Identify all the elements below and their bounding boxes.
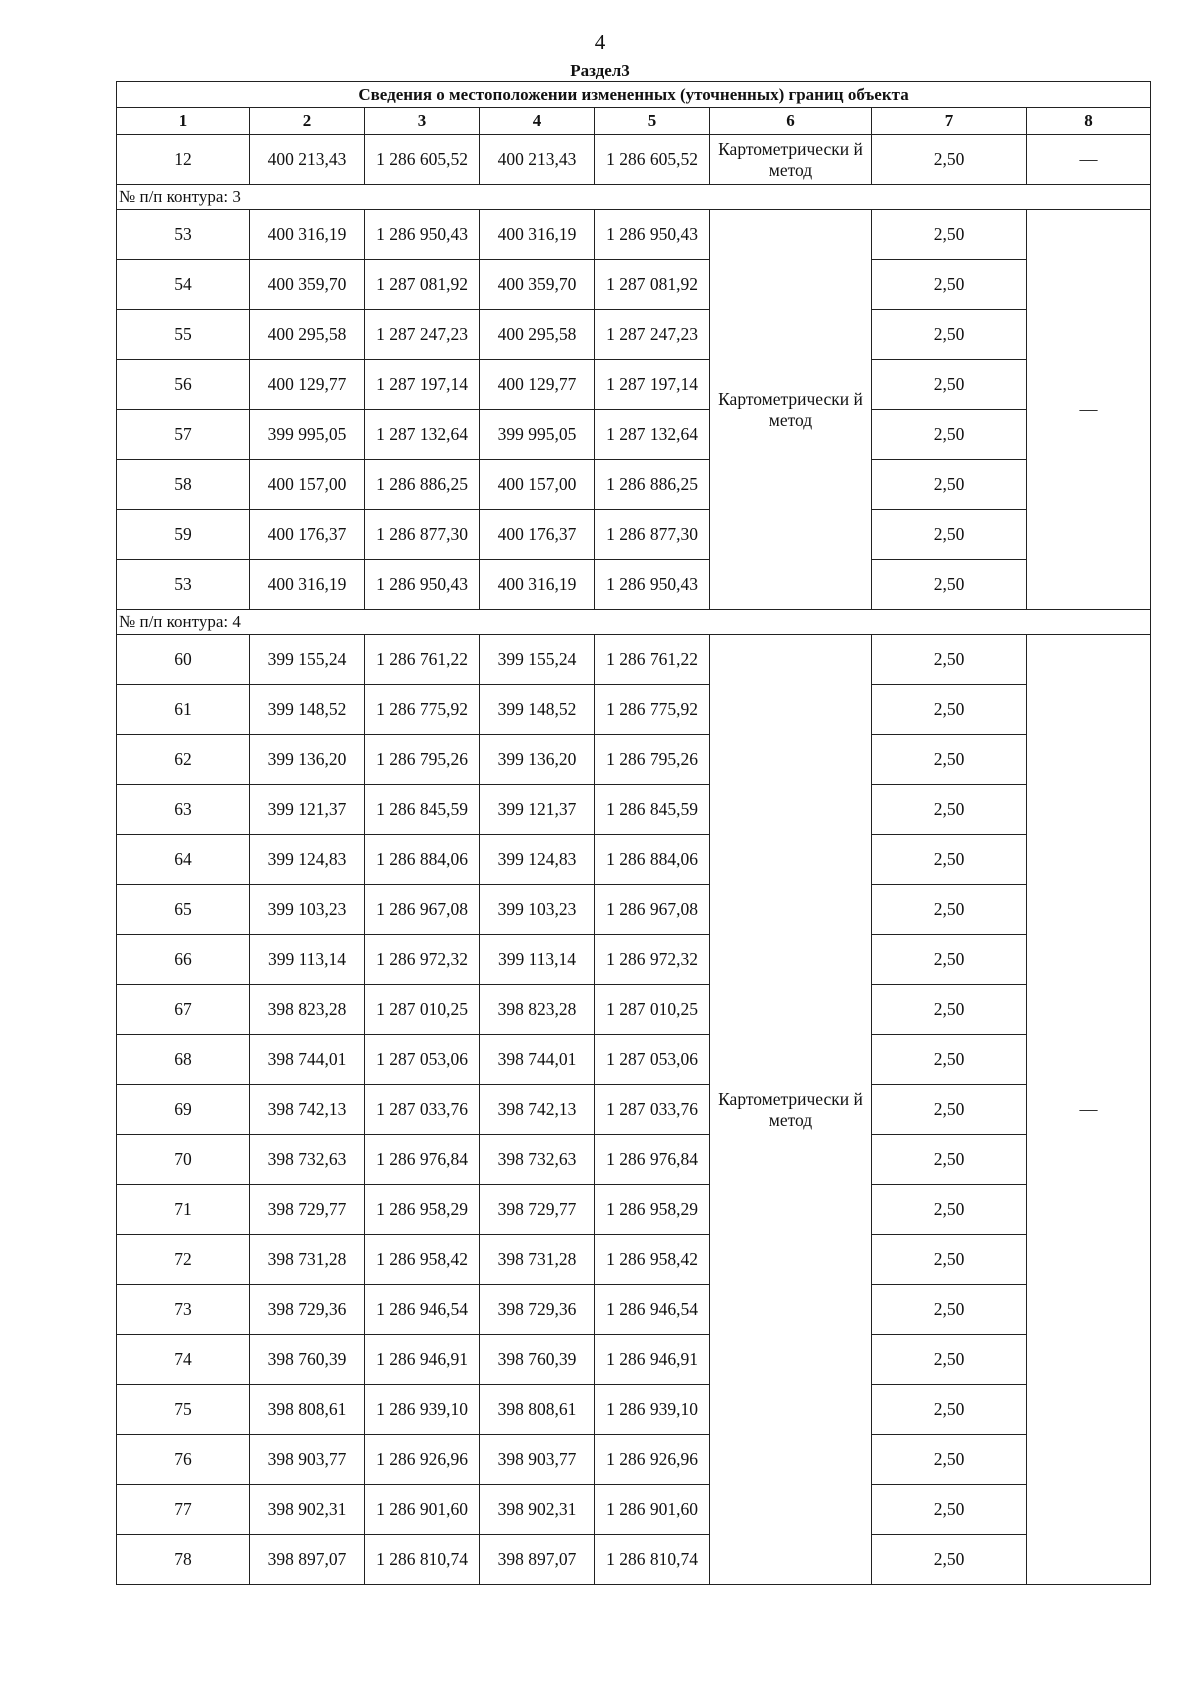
coord-y-existing: 1 287 010,25 <box>365 985 480 1035</box>
coord-y-new: 1 286 901,60 <box>595 1485 710 1535</box>
point-number: 69 <box>117 1085 250 1135</box>
precision-cell: 2,50 <box>872 1385 1027 1435</box>
note-cell: — <box>1027 135 1151 185</box>
column-number: 2 <box>250 108 365 135</box>
contour-label-row <box>117 610 1151 635</box>
coord-y-new: 1 286 950,43 <box>595 210 710 260</box>
point-number: 66 <box>117 935 250 985</box>
point-number: 78 <box>117 1535 250 1585</box>
coord-x-new: 398 729,36 <box>480 1285 595 1335</box>
coord-x-new: 398 744,01 <box>480 1035 595 1085</box>
coord-x-new: 398 742,13 <box>480 1085 595 1135</box>
coord-x-new: 400 213,43 <box>480 135 595 185</box>
coord-y-new: 1 286 761,22 <box>595 635 710 685</box>
table-row <box>117 510 1151 560</box>
point-number: 74 <box>117 1335 250 1385</box>
coord-x-existing: 398 808,61 <box>250 1385 365 1435</box>
table-row <box>117 210 1151 260</box>
precision-cell: 2,50 <box>872 210 1027 260</box>
coord-y-existing: 1 286 950,43 <box>365 560 480 610</box>
coord-x-new: 399 155,24 <box>480 635 595 685</box>
point-number: 60 <box>117 635 250 685</box>
coord-x-new: 398 729,77 <box>480 1185 595 1235</box>
coord-y-new: 1 286 877,30 <box>595 510 710 560</box>
point-number: 61 <box>117 685 250 735</box>
coord-x-new: 398 897,07 <box>480 1535 595 1585</box>
coord-x-new: 400 129,77 <box>480 360 595 410</box>
table-row <box>117 310 1151 360</box>
table-row <box>117 360 1151 410</box>
note-cell: — <box>1027 635 1151 1585</box>
coord-y-existing: 1 287 247,23 <box>365 310 480 360</box>
coord-x-existing: 399 995,05 <box>250 410 365 460</box>
precision-cell: 2,50 <box>872 935 1027 985</box>
coord-x-existing: 398 731,28 <box>250 1235 365 1285</box>
caption-row <box>117 82 1151 108</box>
table-row <box>117 560 1151 610</box>
coord-y-existing: 1 286 877,30 <box>365 510 480 560</box>
coord-x-new: 400 157,00 <box>480 460 595 510</box>
coord-x-existing: 400 316,19 <box>250 210 365 260</box>
point-number: 54 <box>117 260 250 310</box>
coord-y-new: 1 287 033,76 <box>595 1085 710 1135</box>
coord-x-new: 399 113,14 <box>480 935 595 985</box>
coord-x-existing: 400 316,19 <box>250 560 365 610</box>
table-row <box>117 935 1151 985</box>
precision-cell: 2,50 <box>872 835 1027 885</box>
coord-y-existing: 1 286 845,59 <box>365 785 480 835</box>
coord-y-new: 1 287 081,92 <box>595 260 710 310</box>
coord-y-new: 1 286 976,84 <box>595 1135 710 1185</box>
table-row <box>117 1335 1151 1385</box>
table-row <box>117 885 1151 935</box>
coord-y-existing: 1 286 926,96 <box>365 1435 480 1485</box>
coord-x-new: 399 124,83 <box>480 835 595 885</box>
point-number: 53 <box>117 560 250 610</box>
coord-y-new: 1 286 886,25 <box>595 460 710 510</box>
point-number: 64 <box>117 835 250 885</box>
contour-label: № п/п контура: 4 <box>117 610 1151 635</box>
coord-x-new: 398 732,63 <box>480 1135 595 1185</box>
table-row <box>117 835 1151 885</box>
coord-x-new: 398 902,31 <box>480 1485 595 1535</box>
column-number: 3 <box>365 108 480 135</box>
point-number: 65 <box>117 885 250 935</box>
coord-x-existing: 398 897,07 <box>250 1535 365 1585</box>
precision-cell: 2,50 <box>872 735 1027 785</box>
table-body <box>117 82 1151 1585</box>
coord-y-existing: 1 287 197,14 <box>365 360 480 410</box>
precision-cell: 2,50 <box>872 1185 1027 1235</box>
coord-y-existing: 1 286 901,60 <box>365 1485 480 1535</box>
coord-x-new: 398 823,28 <box>480 985 595 1035</box>
column-number: 4 <box>480 108 595 135</box>
table-row <box>117 1435 1151 1485</box>
precision-cell: 2,50 <box>872 635 1027 685</box>
coord-x-new: 399 136,20 <box>480 735 595 785</box>
table-row <box>117 1035 1151 1085</box>
coord-y-new: 1 286 795,26 <box>595 735 710 785</box>
coord-x-new: 398 808,61 <box>480 1385 595 1435</box>
coord-x-existing: 399 136,20 <box>250 735 365 785</box>
coord-y-existing: 1 286 939,10 <box>365 1385 480 1435</box>
method-cell: Картометрически й метод <box>710 635 872 1585</box>
point-number: 12 <box>117 135 250 185</box>
coord-y-new: 1 286 845,59 <box>595 785 710 835</box>
table-row <box>117 635 1151 685</box>
coord-x-existing: 398 744,01 <box>250 1035 365 1085</box>
coord-y-existing: 1 286 761,22 <box>365 635 480 685</box>
coord-x-existing: 398 729,77 <box>250 1185 365 1235</box>
precision-cell: 2,50 <box>872 1535 1027 1585</box>
coord-y-existing: 1 286 946,54 <box>365 1285 480 1335</box>
method-cell: Картометрически й метод <box>710 135 872 185</box>
precision-cell: 2,50 <box>872 1085 1027 1135</box>
coord-x-new: 400 316,19 <box>480 210 595 260</box>
precision-cell: 2,50 <box>872 685 1027 735</box>
precision-cell: 2,50 <box>872 410 1027 460</box>
coord-x-new: 400 176,37 <box>480 510 595 560</box>
table-row <box>117 1485 1151 1535</box>
point-number: 73 <box>117 1285 250 1335</box>
coord-y-existing: 1 286 886,25 <box>365 460 480 510</box>
point-number: 77 <box>117 1485 250 1535</box>
coord-x-existing: 399 155,24 <box>250 635 365 685</box>
coord-y-new: 1 286 926,96 <box>595 1435 710 1485</box>
precision-cell: 2,50 <box>872 1285 1027 1335</box>
table-row <box>117 685 1151 735</box>
coord-y-new: 1 286 972,32 <box>595 935 710 985</box>
coord-x-new: 398 760,39 <box>480 1335 595 1385</box>
point-number: 63 <box>117 785 250 835</box>
table-row <box>117 1235 1151 1285</box>
precision-cell: 2,50 <box>872 1335 1027 1385</box>
column-number: 8 <box>1027 108 1151 135</box>
coord-y-new: 1 286 605,52 <box>595 135 710 185</box>
coord-y-new: 1 286 967,08 <box>595 885 710 935</box>
coord-y-new: 1 287 010,25 <box>595 985 710 1035</box>
coord-y-new: 1 286 958,29 <box>595 1185 710 1235</box>
coord-x-existing: 398 902,31 <box>250 1485 365 1535</box>
precision-cell: 2,50 <box>872 1435 1027 1485</box>
coord-y-new: 1 287 247,23 <box>595 310 710 360</box>
table-row <box>117 1185 1151 1235</box>
coord-x-existing: 400 129,77 <box>250 360 365 410</box>
table-row <box>117 460 1151 510</box>
coord-x-existing: 400 213,43 <box>250 135 365 185</box>
precision-cell: 2,50 <box>872 785 1027 835</box>
boundary-table <box>116 81 1151 1585</box>
table-row <box>117 1135 1151 1185</box>
coord-x-existing: 398 823,28 <box>250 985 365 1035</box>
coord-y-existing: 1 287 081,92 <box>365 260 480 310</box>
table-row <box>117 1285 1151 1335</box>
precision-cell: 2,50 <box>872 510 1027 560</box>
coord-x-new: 399 121,37 <box>480 785 595 835</box>
precision-cell: 2,50 <box>872 1135 1027 1185</box>
point-number: 59 <box>117 510 250 560</box>
point-number: 68 <box>117 1035 250 1085</box>
coord-x-existing: 399 103,23 <box>250 885 365 935</box>
coord-y-new: 1 286 950,43 <box>595 560 710 610</box>
column-number: 5 <box>595 108 710 135</box>
coord-x-existing: 398 732,63 <box>250 1135 365 1185</box>
point-number: 75 <box>117 1385 250 1435</box>
table-row <box>117 735 1151 785</box>
precision-cell: 2,50 <box>872 1485 1027 1535</box>
coord-x-existing: 398 903,77 <box>250 1435 365 1485</box>
column-number: 1 <box>117 108 250 135</box>
coord-y-existing: 1 286 946,91 <box>365 1335 480 1385</box>
coord-x-existing: 399 113,14 <box>250 935 365 985</box>
coord-y-new: 1 286 946,54 <box>595 1285 710 1335</box>
precision-cell: 2,50 <box>872 260 1027 310</box>
point-number: 76 <box>117 1435 250 1485</box>
point-number: 62 <box>117 735 250 785</box>
coord-y-existing: 1 286 775,92 <box>365 685 480 735</box>
coord-y-existing: 1 286 972,32 <box>365 935 480 985</box>
coord-y-existing: 1 286 795,26 <box>365 735 480 785</box>
coord-x-existing: 398 742,13 <box>250 1085 365 1135</box>
precision-cell: 2,50 <box>872 360 1027 410</box>
contour-label: № п/п контура: 3 <box>117 185 1151 210</box>
coord-y-new: 1 286 810,74 <box>595 1535 710 1585</box>
contour-label-row <box>117 185 1151 210</box>
coord-y-existing: 1 286 967,08 <box>365 885 480 935</box>
table-row <box>117 1085 1151 1135</box>
column-number-row <box>117 108 1151 135</box>
coord-x-new: 400 316,19 <box>480 560 595 610</box>
coord-y-new: 1 286 775,92 <box>595 685 710 735</box>
coord-x-existing: 398 760,39 <box>250 1335 365 1385</box>
precision-cell: 2,50 <box>872 310 1027 360</box>
method-cell: Картометрически й метод <box>710 210 872 610</box>
coord-y-new: 1 286 884,06 <box>595 835 710 885</box>
coord-x-existing: 400 359,70 <box>250 260 365 310</box>
coord-x-existing: 400 157,00 <box>250 460 365 510</box>
coord-x-new: 399 995,05 <box>480 410 595 460</box>
point-number: 67 <box>117 985 250 1035</box>
coord-y-existing: 1 286 605,52 <box>365 135 480 185</box>
coord-y-existing: 1 286 884,06 <box>365 835 480 885</box>
coord-y-new: 1 286 946,91 <box>595 1335 710 1385</box>
coord-y-existing: 1 287 033,76 <box>365 1085 480 1135</box>
column-number: 6 <box>710 108 872 135</box>
coord-x-existing: 400 295,58 <box>250 310 365 360</box>
table-caption: Сведения о местоположении измененных (уточненных) границ объекта <box>117 82 1151 108</box>
point-number: 55 <box>117 310 250 360</box>
coord-x-new: 398 731,28 <box>480 1235 595 1285</box>
coord-x-existing: 398 729,36 <box>250 1285 365 1335</box>
table-row <box>117 985 1151 1035</box>
table-row <box>117 260 1151 310</box>
section-title: Раздел3 <box>570 61 630 80</box>
coord-y-new: 1 287 053,06 <box>595 1035 710 1085</box>
coord-y-existing: 1 286 958,29 <box>365 1185 480 1235</box>
point-number: 57 <box>117 410 250 460</box>
table-row <box>117 135 1151 185</box>
coord-y-existing: 1 286 810,74 <box>365 1535 480 1585</box>
coord-x-new: 398 903,77 <box>480 1435 595 1485</box>
point-number: 71 <box>117 1185 250 1235</box>
column-number: 7 <box>872 108 1027 135</box>
coord-x-existing: 399 124,83 <box>250 835 365 885</box>
point-number: 53 <box>117 210 250 260</box>
precision-cell: 2,50 <box>872 985 1027 1035</box>
coord-y-new: 1 286 939,10 <box>595 1385 710 1435</box>
point-number: 56 <box>117 360 250 410</box>
coord-x-existing: 400 176,37 <box>250 510 365 560</box>
precision-cell: 2,50 <box>872 135 1027 185</box>
coord-y-existing: 1 286 976,84 <box>365 1135 480 1185</box>
note-cell: — <box>1027 210 1151 610</box>
precision-cell: 2,50 <box>872 1035 1027 1085</box>
point-number: 70 <box>117 1135 250 1185</box>
table-row <box>117 1535 1151 1585</box>
precision-cell: 2,50 <box>872 460 1027 510</box>
precision-cell: 2,50 <box>872 560 1027 610</box>
table-row <box>117 410 1151 460</box>
precision-cell: 2,50 <box>872 885 1027 935</box>
precision-cell: 2,50 <box>872 1235 1027 1285</box>
coord-x-new: 399 148,52 <box>480 685 595 735</box>
table-row <box>117 1385 1151 1435</box>
coord-x-new: 400 295,58 <box>480 310 595 360</box>
point-number: 58 <box>117 460 250 510</box>
coord-x-existing: 399 121,37 <box>250 785 365 835</box>
table-row <box>117 785 1151 835</box>
coord-y-new: 1 287 197,14 <box>595 360 710 410</box>
point-number: 72 <box>117 1235 250 1285</box>
page-number: 4 <box>594 30 606 54</box>
coord-y-existing: 1 286 950,43 <box>365 210 480 260</box>
coord-y-existing: 1 286 958,42 <box>365 1235 480 1285</box>
coord-y-new: 1 286 958,42 <box>595 1235 710 1285</box>
coord-x-new: 400 359,70 <box>480 260 595 310</box>
coord-y-new: 1 287 132,64 <box>595 410 710 460</box>
coord-y-existing: 1 287 132,64 <box>365 410 480 460</box>
coord-x-existing: 399 148,52 <box>250 685 365 735</box>
coord-y-existing: 1 287 053,06 <box>365 1035 480 1085</box>
coord-x-new: 399 103,23 <box>480 885 595 935</box>
